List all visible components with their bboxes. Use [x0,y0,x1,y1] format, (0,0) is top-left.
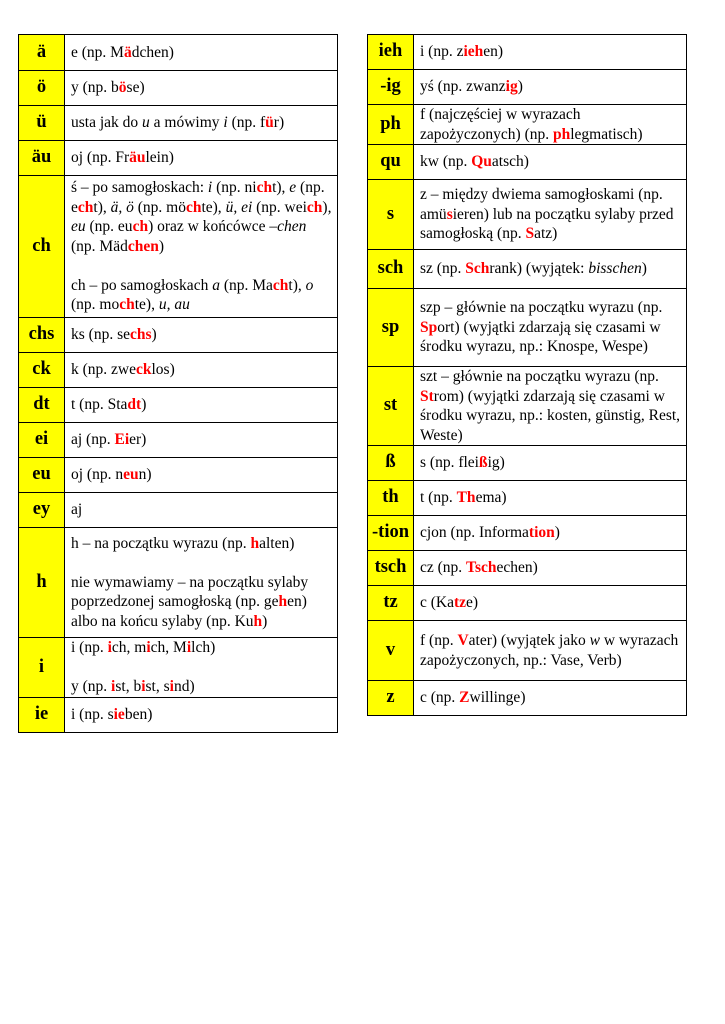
highlighted-letters: Tsch [466,559,497,577]
highlighted-letters: Sp [420,318,438,336]
highlighted-letters: ieh [463,43,484,61]
letter-combination: ä [19,35,65,71]
description-text: ) oraz w końcówce – [148,218,278,236]
description-text: willinge) [469,689,526,707]
description-text: se) [126,79,145,97]
description-text: t (np. Sta [71,396,128,414]
description-text: nie wymawiamy – na początku sylaby poprzedzonej samogłoską (np. ge [71,573,309,611]
description-text: chen [277,218,307,236]
letter-combination: sp [368,289,414,367]
table-row [368,180,687,250]
description-text: szp – głównie na początku wyrazu (np. [420,299,663,317]
highlighted-letters: ck [136,361,152,379]
description-text: f (np. [420,632,458,649]
description-text: ch, M [150,639,187,656]
description-text: (np. eu [85,218,133,236]
description-text: oj (np. n [71,466,124,484]
pronunciation-description [414,481,687,516]
description-text: ) [158,237,164,255]
highlighted-letters: Th [456,489,476,507]
pronunciation-description [65,35,338,71]
letter-combination: sch [368,250,414,289]
description-text: legmatisch) [570,125,643,143]
letter-combination: th [368,481,414,516]
description-text: (np. e [71,179,325,216]
highlighted-letters: i [186,639,192,656]
letter-combination: i [19,638,65,698]
description-text: t), [272,179,290,197]
letter-combination: h [19,528,65,638]
highlighted-letters: Sch [465,260,490,278]
highlighted-letters: i [107,639,112,656]
table-row [368,145,687,180]
letter-combination: ey [19,493,65,528]
letter-combination: ß [368,446,414,481]
letter-combination: z [368,681,414,716]
table-row [19,697,338,732]
letter-combination: ck [19,353,65,388]
description-text: ieren) lub na początku sylaby przed samogłoską (np. [420,205,674,243]
description-text: w wyrazach zapożyczonych, np.: Vase, Verb) [420,632,679,669]
description-text: a mówimy [149,114,224,132]
pronunciation-description [65,423,338,458]
description-text: ) [141,396,147,414]
description-text: s (np. flei [420,454,479,472]
highlighted-letters: ig [505,78,518,96]
highlighted-letters: ch [306,198,323,216]
pronunciation-description [65,458,338,493]
table-row [19,493,338,528]
description-text: ater) (wyjątek jako [468,632,590,649]
highlighted-letters: ch [256,179,273,197]
letter-combination: qu [368,145,414,180]
table-row [368,551,687,586]
letter-combination: -tion [368,516,414,551]
pronunciation-description [65,176,338,318]
description-text: ) [517,78,523,96]
description-text: szt – głównie na początku wyrazu (np. [420,368,659,385]
highlighted-letters: eu [123,466,139,484]
description-text: t), [288,276,306,294]
description-text: ch, m [111,639,147,656]
description-text: yś (np. zwanz [420,78,506,96]
table-row [368,446,687,481]
description-text: e (np. M [71,43,124,61]
table-row [368,70,687,105]
description-text: c (Ka [420,594,454,612]
description-text: aj (np. [71,431,115,449]
description-text: lein) [145,149,174,167]
description-text: r) [273,114,285,132]
pronunciation-description [65,71,338,106]
description-text: atz) [534,225,558,243]
pronunciation-description [414,446,687,481]
description-text: w [589,632,600,649]
description-text: (np. mo [71,296,120,314]
description-text: n) [138,466,152,484]
pronunciation-description [414,516,687,551]
description-text: bisschen [588,260,642,278]
table-row [19,176,338,318]
highlighted-letters: ö [118,79,127,97]
table-row [19,388,338,423]
highlighted-letters: h [250,534,260,552]
description-text: , eu [71,198,332,236]
description-text: i (np. s [71,705,114,723]
table-row [368,621,687,681]
description-text: kw (np. [420,153,472,171]
pronunciation-description [414,180,687,250]
description-text: i (np. z [420,43,464,61]
description-text: er) [129,431,147,449]
description-text: e [289,179,297,197]
letter-combination: ieh [368,35,414,70]
table-row [368,586,687,621]
highlighted-letters: St [420,387,434,405]
highlighted-letters: ph [552,125,571,143]
pronunciation-description [414,145,687,180]
description-text: te), [201,198,226,216]
description-text: cjon (np. Informa [420,524,529,542]
description-text: lch) [191,639,216,656]
table-row [368,250,687,289]
pronunciation-description [414,551,687,586]
table-row [368,289,687,367]
highlighted-letters: äu [129,149,146,167]
description-text: t), [93,198,111,216]
description-text: ) [322,198,328,216]
description-text: ) [641,260,647,278]
highlighted-letters: ch [132,218,149,236]
pronunciation-description [414,681,687,716]
description-text: (np. Ma [219,276,273,294]
pronunciation-description [65,638,338,698]
pronunciation-description [414,250,687,289]
pronunciation-description [65,353,338,388]
description-text: ) [262,612,268,630]
letter-combination: ü [19,106,65,141]
highlighted-letters: Z [459,689,470,707]
pronunciation-description [414,289,687,367]
description-text: i [207,179,213,197]
description-text: (np. f [227,114,266,132]
letter-combination: ch [19,176,65,318]
description-text: dchen) [131,43,174,61]
table-row [368,105,687,145]
description-text: los) [151,361,175,379]
description-text: (np. Mäd [71,237,128,255]
letter-combination: st [368,367,414,446]
table-row [19,106,338,141]
pronunciation-description [65,528,338,638]
letter-combination: eu [19,458,65,493]
description-text: aj [71,501,83,519]
description-text: z – między dwiema samogłoskami (np. amü [420,186,663,223]
highlighted-letters: i [169,678,174,695]
letter-combination: äu [19,141,65,176]
description-text: o [305,276,314,294]
pronunciation-table-left [18,34,338,733]
pronunciation-description [65,318,338,353]
pronunciation-description [414,586,687,621]
letter-combination: s [368,180,414,250]
description-text: ) [151,326,157,344]
description-text: h – na początku wyrazu (np. [71,534,251,552]
pronunciation-description [65,697,338,732]
table-row [368,481,687,516]
description-text: y (np. [71,678,112,695]
description-text: ema) [475,489,507,507]
description-text: atsch) [491,153,529,171]
pronunciation-description [65,388,338,423]
pronunciation-description [414,621,687,681]
description-text: f (najczęściej w wyrazach zapożyczonych) (np. [420,106,581,143]
table-row [368,681,687,716]
description-text: ks (np. se [71,326,130,344]
letter-combination: ph [368,105,414,145]
highlighted-letters: s [446,205,453,223]
description-text: oj (np. Fr [71,149,130,167]
letter-combination: ö [19,71,65,106]
description-text: cz (np. [420,559,467,577]
letter-combination: tsch [368,551,414,586]
pronunciation-description [65,106,338,141]
description-text: ben) [124,705,153,723]
description-text: rank) (wyjątek: [489,260,589,278]
description-text: e) [466,594,479,612]
table-row [19,71,338,106]
highlighted-letters: Qu [471,153,492,171]
letter-combination: ie [19,697,65,732]
highlighted-letters: ch [272,276,289,294]
highlighted-letters: ch [185,198,202,216]
table-row [19,638,338,698]
description-text: sz (np. [420,260,466,278]
table-row [368,367,687,446]
pronunciation-table-right [367,34,687,716]
description-text: i (np. [71,639,108,656]
highlighted-letters: i [141,678,146,695]
description-text: ü, ei [225,198,253,216]
pronunciation-description [414,35,687,70]
letter-combination: -ig [368,70,414,105]
letter-combination: dt [19,388,65,423]
description-text: u, au [158,296,190,314]
highlighted-letters: chen [127,237,159,255]
letter-combination: chs [19,318,65,353]
highlighted-letters: ä [123,43,132,61]
table-row [19,141,338,176]
description-text: en) albo na końcu sylaby (np. Ku [71,593,307,630]
description-text: ś – po samogłoskach: [71,179,208,197]
description-text: t (np. [420,489,457,507]
pronunciation-description [65,493,338,528]
highlighted-letters: V [457,632,469,649]
description-text: c (np. [420,689,460,707]
table-row [19,423,338,458]
description-text: (np. ni [212,179,257,197]
highlighted-letters: chs [129,326,152,344]
highlighted-letters: dt [127,396,142,414]
description-text: u [142,114,150,132]
highlighted-letters: i [146,639,151,656]
table-row [368,516,687,551]
description-text: k (np. zwe [71,361,136,379]
description-text: (np. mö [133,198,186,216]
table-row [19,458,338,493]
description-text: i [223,114,228,132]
description-text: ch – po samogłoskach [71,276,213,294]
highlighted-letters: tion [528,524,555,542]
description-text: en) [483,43,504,61]
letter-combination: tz [368,586,414,621]
description-text: rom) (wyjątki zdarzają się czasami w środku wyrazu, np.: kosten, günstig, Rest, Weste) [420,387,681,444]
highlighted-letters: tz [454,594,467,612]
highlighted-letters: ß [478,454,488,472]
description-text: ä, ö [110,198,134,216]
letter-combination: v [368,621,414,681]
pronunciation-description [414,70,687,105]
highlighted-letters: S [525,225,535,243]
description-text: st, b [115,678,142,695]
highlighted-letters: ch [119,296,135,314]
highlighted-letters: h [278,593,288,611]
pronunciation-description [414,367,687,446]
highlighted-letters: ü [265,114,274,132]
description-text: st, s [145,678,170,695]
pronunciation-description [65,141,338,176]
highlighted-letters: Ei [114,431,130,449]
description-text: usta jak do [71,114,143,132]
description-text: (np. wei [252,198,307,216]
description-text: y (np. b [71,79,119,97]
table-row [19,353,338,388]
description-text: nd) [173,678,195,695]
description-text: echen) [496,559,538,577]
highlighted-letters: ch [77,198,94,216]
highlighted-letters: h [253,612,263,630]
table-row [368,35,687,70]
table-row [19,318,338,353]
description-text: ig) [487,454,505,472]
table-row [19,528,338,638]
highlighted-letters: ie [113,705,125,723]
letter-combination: ei [19,423,65,458]
pronunciation-description [414,105,687,145]
description-text: ort) (wyjątki zdarzają się czasami w środku wyrazu, np.: Knospe, Wespe) [420,318,661,356]
description-text: alten) [259,534,295,552]
table-row [19,35,338,71]
description-text: ) [554,524,560,542]
highlighted-letters: i [111,678,116,695]
description-text: te), [134,296,159,314]
description-text: a [212,276,220,294]
